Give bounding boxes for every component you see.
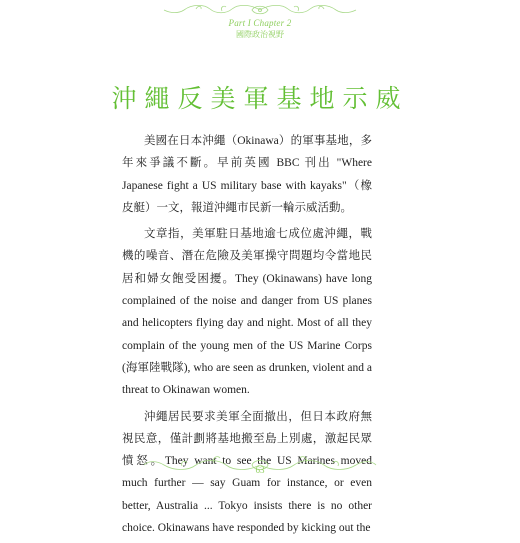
chapter-header (0, 18, 520, 40)
article-title: 沖繩反美軍基地示威 (111, 83, 409, 113)
paragraph: 美國在日本沖繩（Okinawa）的軍事基地，多年來爭議不斷。早前英國 BBC 刊出 "Where Japanese fight a US military base with kayaks"（橡皮艇）一文，報道沖繩市民新一輪示威活動。 (122, 135, 372, 214)
part-label: Part I Chapter 2 (228, 18, 292, 28)
paragraph: 沖繩居民要求美軍全面撤出，但日本政府無視民意，僅計劃將基地搬至島上別處，激起民眾憤怒。They want to see the US Marines moved much further — say Guam for instance, or even better, Australia ... Tokyo insists there is no other choice. Okinawans have responded by kicking out the (122, 410, 372, 535)
section-subtitle: 國際政治視野 (236, 30, 284, 39)
floral-flourish-top-icon (162, 2, 358, 18)
article-body (122, 130, 372, 543)
page-number: 63 (255, 465, 265, 475)
paragraph: 文章指，美軍駐日基地逾七成位處沖繩，戰機的噪音、潛在危險及美軍操守問題均令當地民居和婦女飽受困擾。They (Okinawans) have long complained of the noise and danger from US planes and helicopters flying day and night. Most of all they complain of the young men of the US Marine Corps (海軍陸戰隊), who are seen as drunken, violent and a threat to Okinawan women. (122, 228, 372, 397)
